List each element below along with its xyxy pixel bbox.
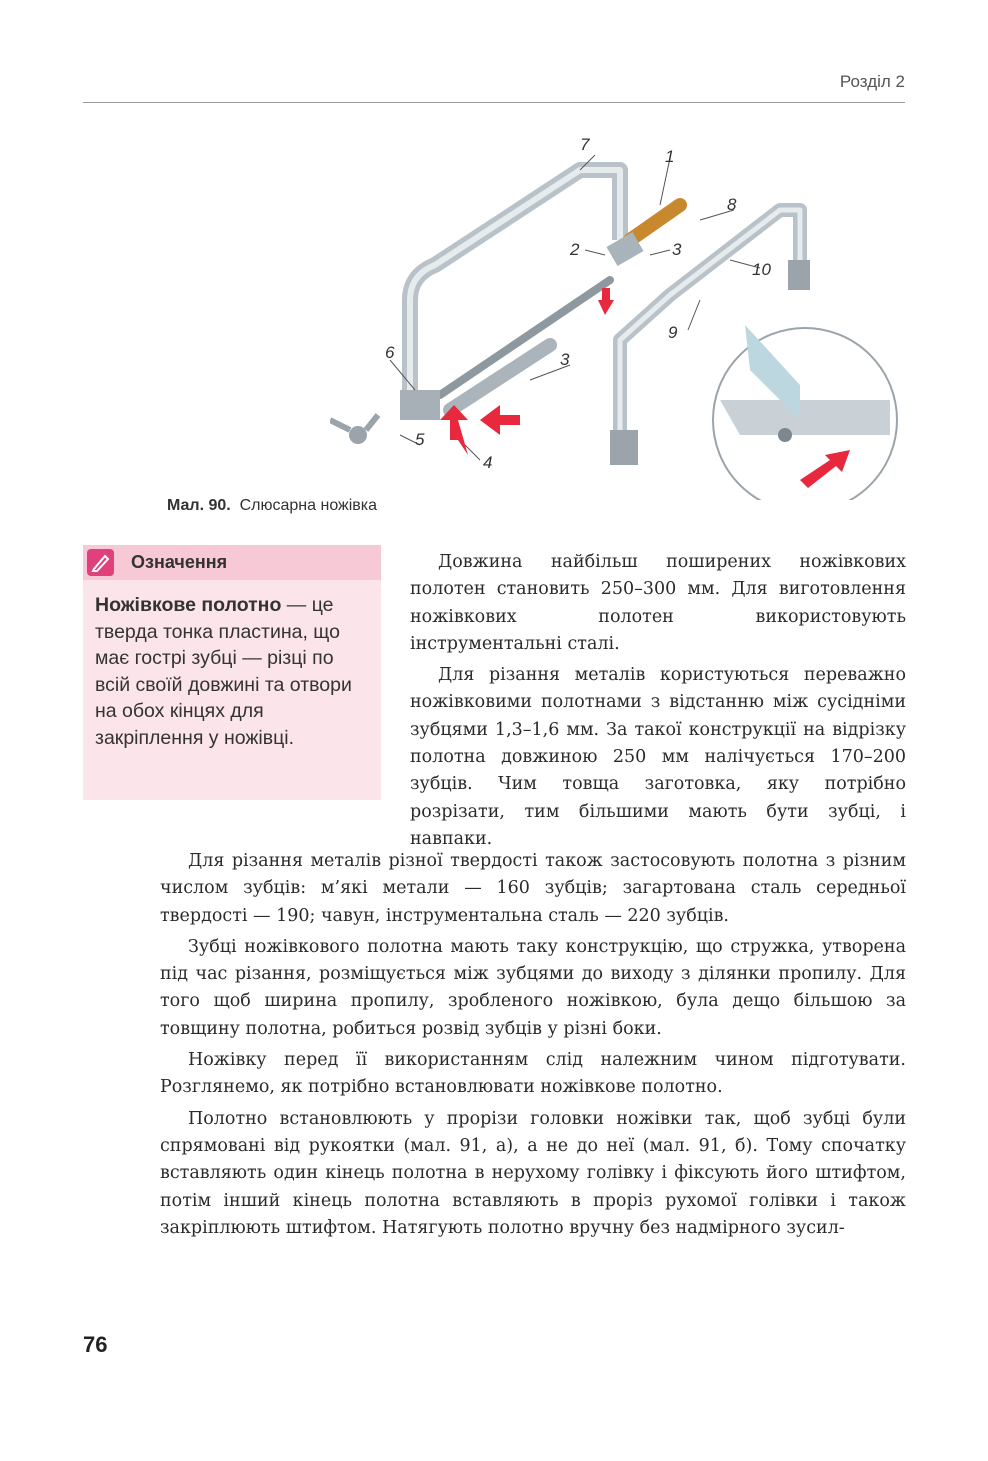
main-text (160, 848, 906, 1246)
figure-label-3-top: 3 (672, 240, 682, 259)
paragraph: Зубці ножівкового полотна мають таку конструкцію, що стружка, утворена під час різання, розміщується між зубцями до виходу з ділянки пропилу. Для того щоб ширина пропилу, зробленого ножівкою, була дещо більшою за товщину полотна, робиться розвід зубців у різні боки. (160, 936, 906, 1039)
definition-heading: Означення (131, 552, 228, 572)
right-column-text (410, 549, 906, 857)
figure-label-6: 6 (385, 343, 395, 362)
figure-label-10: 10 (752, 260, 771, 279)
paragraph: Для різання металів різної твердості також застосовують полотна з різним числом зубців: м’які метали — 160 зубців; загартована сталь середньої твердості — 190; чавун, інструментальна сталь — 220 зубців. (160, 851, 906, 926)
paragraph: Для різання металів користуються переважно ножівковими полотнами з відстанню між сусідніми зубцями 1,3–1,6 мм. За такої конструкції на відрізку полотна довжиною 250 мм налічується 170–200 зубців. Чим товща заготовка, яку потрібно розрізати, тим більшими мають бути зубці, і навпаки. (410, 665, 906, 849)
figure-label-3-bottom: 3 (560, 350, 570, 369)
definition-body: — це тверда тонка пластина, що має гострі зубці — різці по всій своїй довжині та отвори на обох кінцях для закріплення у ножівці. (95, 594, 352, 749)
figure-label-5: 5 (415, 430, 425, 449)
figure-label-2: 2 (570, 240, 580, 259)
definition-box-wave (83, 785, 381, 805)
figure-caption-number: Мал. 90. (167, 497, 231, 514)
header-divider (83, 102, 905, 103)
hacksaw-illustration (330, 110, 910, 500)
paragraph: Ножівку перед її використанням слід належним чином підготувати. Розглянемо, як потрібно встановлювати ножівкове полотно. (160, 1050, 906, 1098)
figure-label-7: 7 (580, 135, 590, 154)
figure-caption (167, 497, 377, 515)
figure-caption-text: Слюсарна ножівка (239, 497, 378, 514)
figure-label-4: 4 (483, 453, 493, 472)
definition-header (83, 545, 381, 580)
figure-label-9: 9 (668, 323, 678, 342)
pencil-icon (87, 549, 114, 576)
page-number: 76 (83, 1332, 108, 1357)
definition-text (95, 592, 373, 751)
paragraph: Полотно встановлюють у прорізи головки ножівки так, щоб зубці були спрямовані від рукоятки (мал. 91, а), а не до неї (мал. 91, б). Тому спочатку вставляють один кінець полотна в нерухому голівку і фіксують його штифтом, потім інший кінець полотна вставляють в проріз рухомої голівки і також закріплюють штифтом. Натягують полотно вручну без надмірного зусил- (160, 1108, 906, 1238)
definition-box (83, 545, 381, 800)
section-label: Розділ 2 (839, 72, 905, 91)
paragraph: Довжина найбільш поширених ножівкових полотен становить 250–300 мм. Для виготовлення ножівкових полотен використовують інструментальні сталі. (410, 552, 906, 654)
figure-label-1: 1 (665, 147, 675, 166)
definition-term: Ножівкове полотно (95, 594, 282, 616)
figure-label-8: 8 (727, 195, 737, 214)
